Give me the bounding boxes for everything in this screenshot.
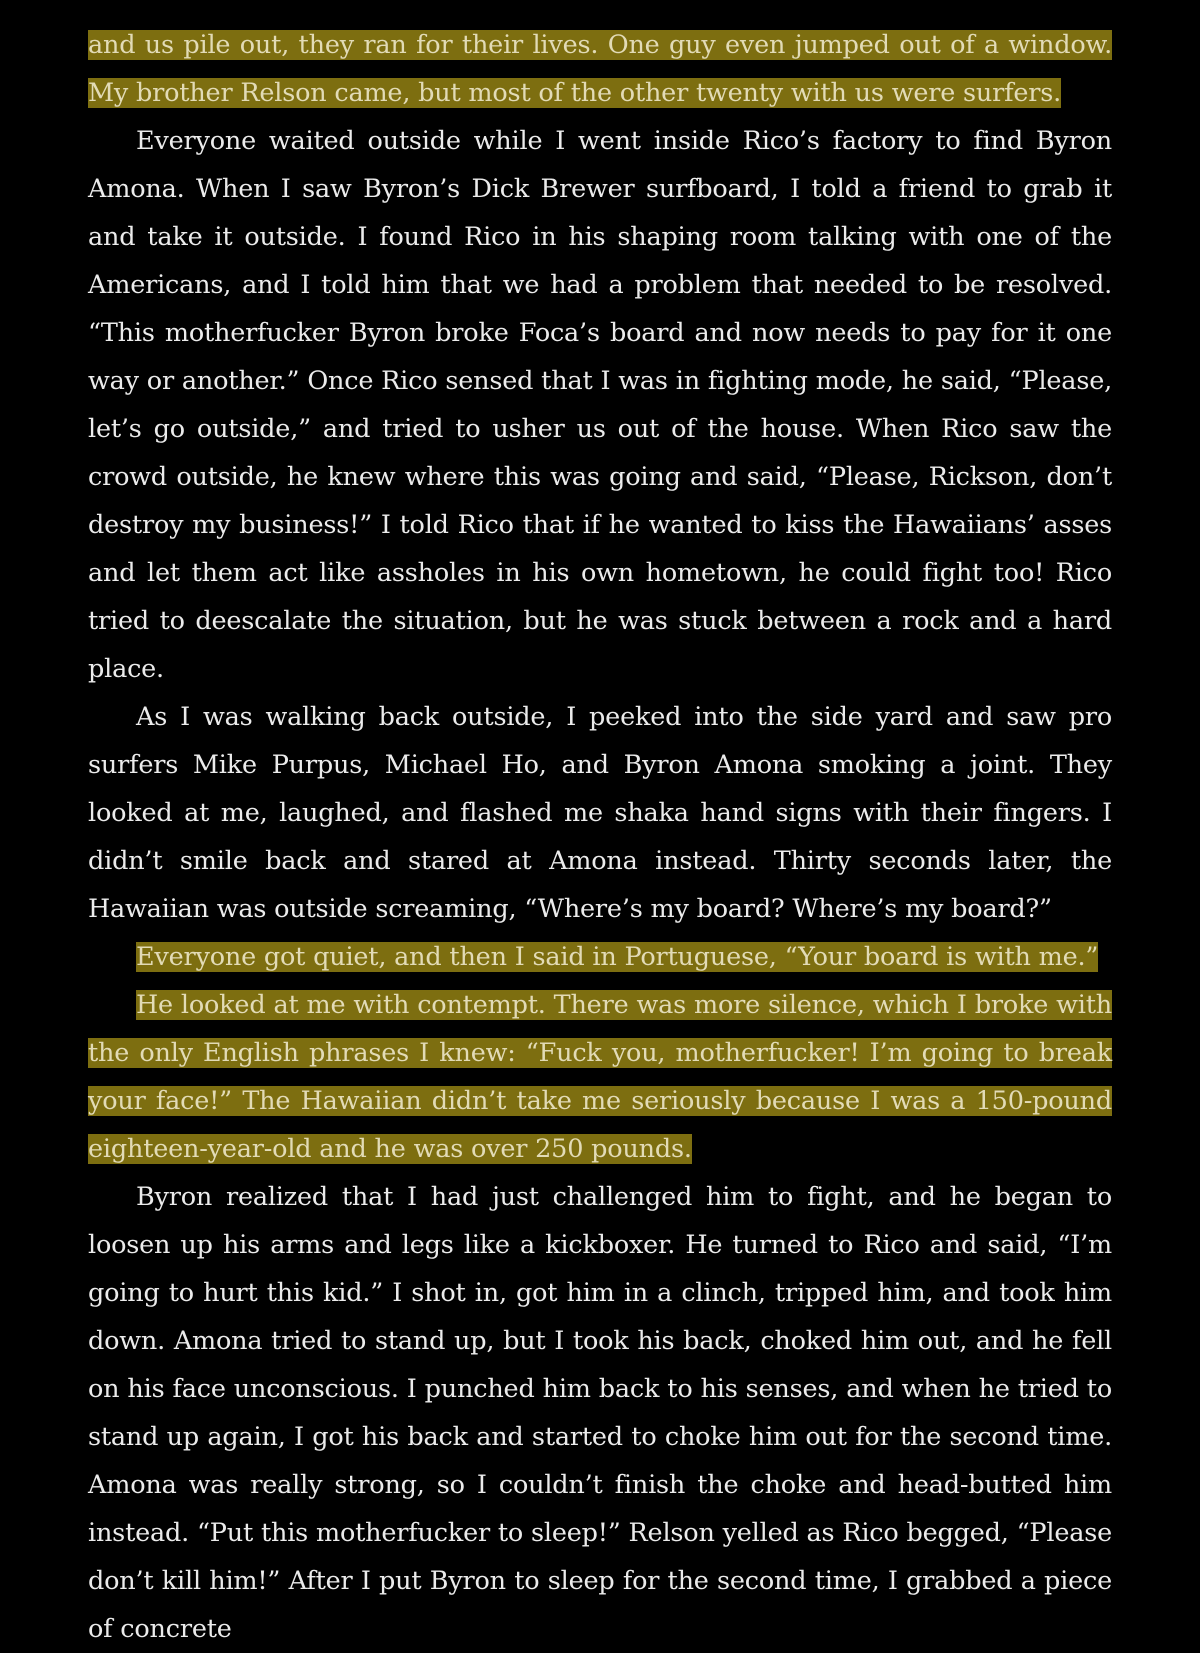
book-page: [88, 21, 1112, 1653]
paragraph-1: [88, 21, 1112, 117]
highlighted-text[interactable]: He looked at me with contempt. There was more silence, which I broke with the only English phrases I knew: “Fuck you, motherfucker! I’m going to break your face!” The Hawaiian didn’t take me seriously because I was a 150-pound eighteen-year-old and he was over 250 pounds.: [88, 990, 1112, 1164]
highlighted-text[interactable]: and us pile out, they ran for their lives. One guy even jumped out of a window. My brother Relson came, but most of the other twenty with us were surfers.: [88, 30, 1112, 108]
paragraph-6: Byron realized that I had just challenged him to fight, and he began to loosen up his arms and legs like a kickboxer. He turned to Rico and said, “I’m going to hurt this kid.” I shot in, got him in a clinch, tripped him, and took him down. Amona tried to stand up, but I took his back, choked him out, and he fell on his face unconscious. I punched him back to his senses, and when he tried to stand up again, I got his back and started to choke him out for the second time. Amona was really strong, so I couldn’t finish the choke and head-butted him instead. “Put this motherfucker to sleep!” Relson yelled as Rico begged, “Please don’t kill him!” After I put Byron to sleep for the second time, I grabbed a piece of concrete: [88, 1182, 1112, 1644]
paragraph-4: [88, 933, 1112, 981]
paragraph-5: [88, 981, 1112, 1173]
highlighted-text[interactable]: Everyone got quiet, and then I said in Portuguese, “Your board is with me.”: [136, 942, 1099, 972]
paragraph-3: As I was walking back outside, I peeked into the side yard and saw pro surfers Mike Purpus, Michael Ho, and Byron Amona smoking a joint. They looked at me, laughed, and flashed me shaka hand signs with their fingers. I didn’t smile back and stared at Amona instead. Thirty seconds later, the Hawaiian was outside screaming, “Where’s my board? Where’s my board?”: [88, 702, 1112, 924]
paragraph-2: Everyone waited outside while I went inside Rico’s factory to find Byron Amona. When I saw Byron’s Dick Brewer surfboard, I told a friend to grab it and take it outside. I found Rico in his shaping room talking with one of the Americans, and I told him that we had a problem that needed to be resolved. “This motherfucker Byron broke Foca’s board and now needs to pay for it one way or another.” Once Rico sensed that I was in fighting mode, he said, “Please, let’s go outside,” and tried to usher us out of the house. When Rico saw the crowd outside, he knew where this was going and said, “Please, Rickson, don’t destroy my business!” I told Rico that if he wanted to kiss the Hawaiians’ asses and let them act like assholes in his own hometown, he could fight too! Rico tried to deescalate the situation, but he was stuck between a rock and a hard place.: [88, 126, 1112, 684]
